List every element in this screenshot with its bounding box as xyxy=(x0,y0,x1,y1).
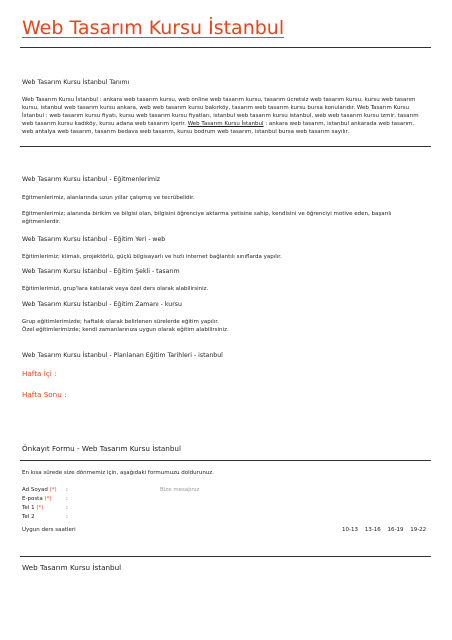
intro-text-end: : ankara web tasarım, istanbul ankarada web tasarım, web antalya web tasarım, tasarım bedava web tasarım, kursu bodrum web tasarım, istanbul bursa web tasarım sayılır. xyxy=(22,121,415,135)
phone2-label xyxy=(22,514,35,520)
name-field[interactable]: : xyxy=(66,487,68,493)
teachers-heading: Web Tasarım Kursu İstanbul - Eğitmenlerimiz xyxy=(22,176,161,183)
hour-option[interactable]: 13-16 xyxy=(364,527,381,533)
weekday-label: Hafta İçi : xyxy=(22,369,57,378)
timing-line-1: Grup eğitimlerimizde; haftalık olarak belirlenen sürelerde eğitim yapılır. xyxy=(22,319,219,325)
email-label xyxy=(22,496,52,502)
form-heading: Önkayıt Formu - Web Tasarım Kursu İstanbul xyxy=(22,444,181,453)
location-text: Eğitimlerimiz; klimalı, projektörlü, güçlü bilgisayarlı ve hızlı internet bağlantılı sınıflarda yapılır. xyxy=(22,254,282,260)
phone1-label-text: Tel 1 xyxy=(22,505,35,511)
phone1-field[interactable]: : xyxy=(66,505,68,511)
schedule-heading: Web Tasarım Kursu İstanbul - Planlanan Eğitim Tarihleri - istanbul xyxy=(22,352,223,359)
form-instruction: En kısa sürede size dönmemiz için, aşağıdaki formumuzu doldurunuz. xyxy=(22,470,214,476)
hours-label: Uygun ders saatleri xyxy=(22,527,76,533)
teachers-paragraph-1: Eğitmenlerimiz, alanlarında uzun yıllar çalışmış ve tecrübelidir. xyxy=(22,195,195,201)
required-mark: (*) xyxy=(36,505,44,511)
timing-line-2: Özel eğitimlerimizde; kendi zamanlarınıza uygun olarak eğitim alabilirsiniz. xyxy=(22,327,229,333)
page-title[interactable]: Web Tasarım Kursu İstanbul xyxy=(22,17,285,39)
hour-option[interactable]: 19-22 xyxy=(410,527,427,533)
intro-paragraph xyxy=(22,96,427,136)
name-label-text: Ad Soyad xyxy=(22,487,48,493)
name-label xyxy=(22,487,57,493)
teachers-paragraph-2: Eğitmenlerimiz; alanında birikim ve bilgisi olan, bilgisini öğrenciye aktarma yetisine sahip, kendisini ve öğrenciyi motive eden, başarılı eğitmenlerdir. xyxy=(22,211,392,225)
hour-option[interactable]: 16-19 xyxy=(387,527,404,533)
intro-divider xyxy=(20,146,431,147)
weekend-label: Hafta Sonu : xyxy=(22,390,67,399)
location-heading: Web Tasarım Kursu İstanbul - Eğitim Yeri - web xyxy=(22,236,166,243)
format-text: Eğitimlerimizi, grup'lara katılarak veya özel ders olarak alabilirsiniz. xyxy=(22,286,209,292)
timing-heading: Web Tasarım Kursu İstanbul - Eğitim Zamanı - kursu xyxy=(22,301,182,308)
form-divider xyxy=(20,460,431,461)
intro-link[interactable]: Web Tasarım Kursu İstanbul xyxy=(187,121,264,127)
intro-text: Web Tasarım Kursu İstanbul : ankara web tasarım kursu, web online web tasarım kursu, tasarım ücretsiz web tasarım kursu, kursu web tasarım kursu, istanbul web tasarım kursu ankara, web web tasarım kursu bakırköy, tasarım web tasarım kursu bursa konularıdır. Web Tasarım Kursu İstanbul : web tasarım kursu fiyatı, kursu web tasarım kursu fiyatları, istanbul web tasarım kursu istanbul, web web tasarım kursu izmir, tasarım web tasarım kursu kadıköy, kursu adana web tasarım içerir. xyxy=(22,97,419,127)
phone2-label-text: Tel 2 xyxy=(22,514,35,520)
hours-options xyxy=(342,527,426,533)
intro-heading: Web Tasarım Kursu İstanbul Tanımı xyxy=(22,79,130,86)
phone1-label xyxy=(22,505,43,511)
header-divider xyxy=(20,47,431,48)
email-label-text: E-posta xyxy=(22,496,43,502)
format-heading: Web Tasarım Kursu İstanbul - Eğitim Şekli - tasarım xyxy=(22,268,180,275)
hour-option[interactable]: 10-13 xyxy=(342,527,358,533)
email-field[interactable]: : xyxy=(66,496,68,502)
footer-divider xyxy=(20,556,431,557)
required-mark: (*) xyxy=(44,496,52,502)
footer-heading: Web Tasarım Kursu İstanbul xyxy=(22,563,122,572)
required-mark: (*) xyxy=(49,487,57,493)
phone2-field[interactable]: : xyxy=(66,514,68,520)
message-textarea[interactable]: Bize mesajınız xyxy=(160,487,200,493)
